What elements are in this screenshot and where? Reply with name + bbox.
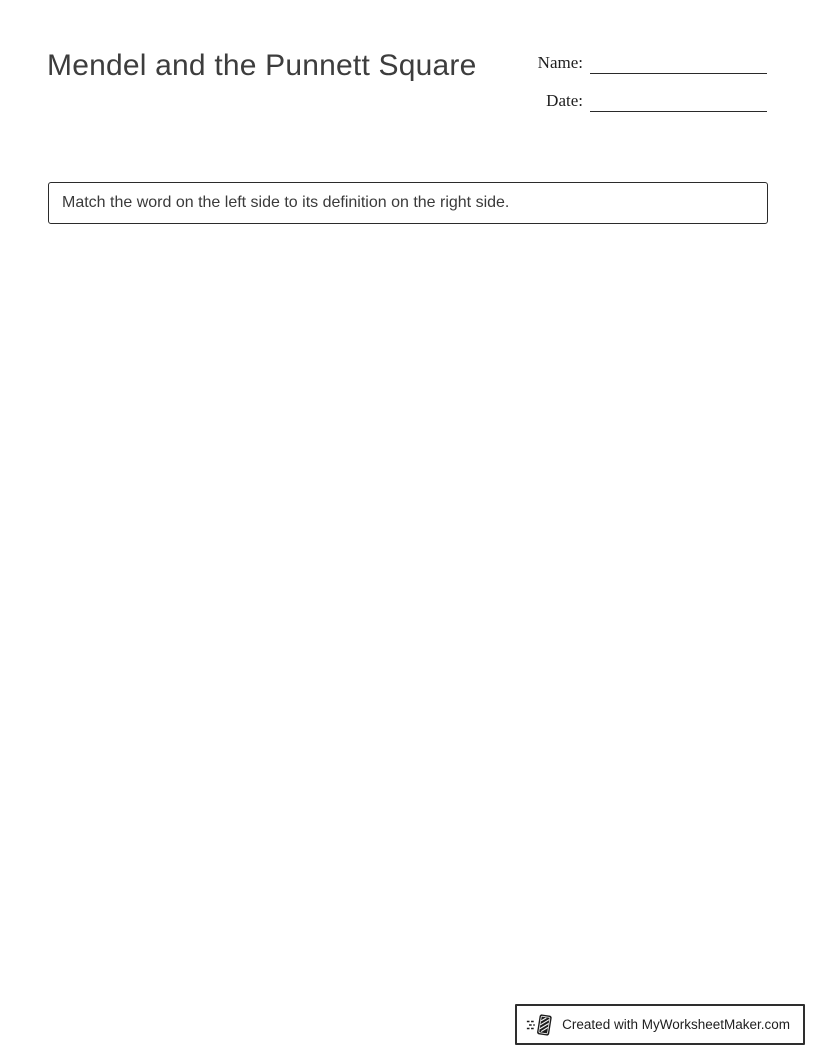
name-blank-line [590,53,767,74]
date-field-row [546,89,767,112]
worksheetmaker-logo-icon [526,1011,554,1039]
footer-credit-text: Created with MyWorksheetMaker.com [562,1017,790,1032]
footer-credit-badge [515,1004,805,1045]
page-title: Mendel and the Punnett Square [47,49,477,82]
instruction-box [48,182,768,224]
name-date-block [538,51,767,112]
instruction-text: Match the word on the left side to its definition on the right side. [62,194,510,211]
date-blank-line [590,91,767,112]
date-label: Date: [546,91,583,110]
name-field-row [538,51,767,74]
name-label: Name: [537,53,583,72]
